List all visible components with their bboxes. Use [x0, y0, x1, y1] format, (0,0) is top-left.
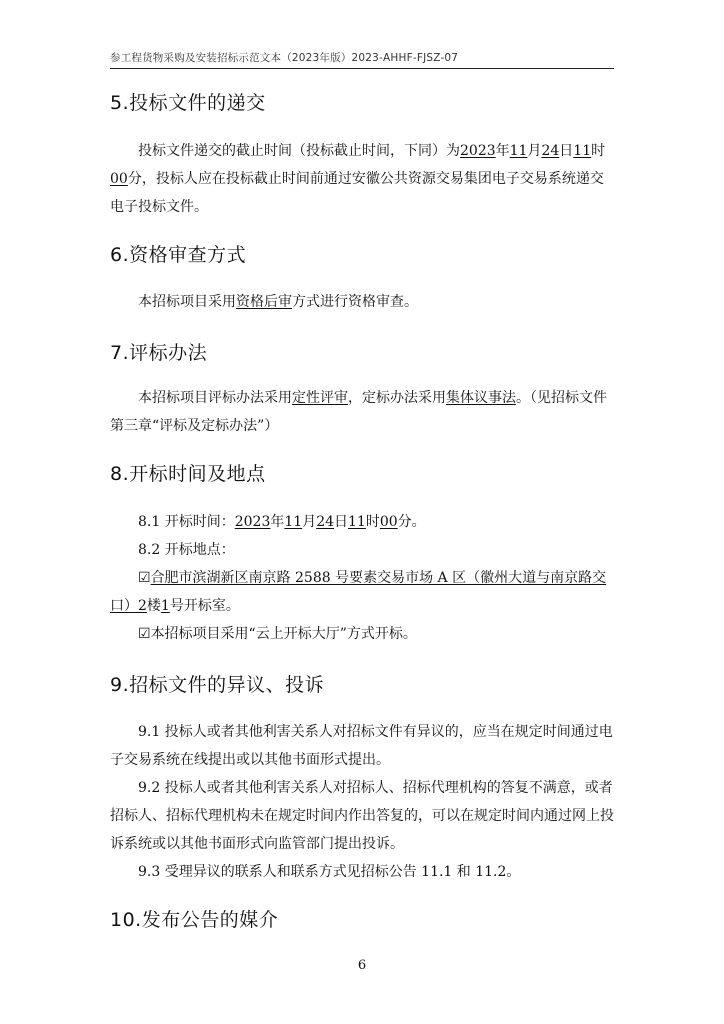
section-8-2: 8.2 开标地点： — [138, 542, 235, 558]
section-6-paragraph: 本招标项目采用资格后审方式进行资格审查。 — [138, 294, 418, 310]
section-7-title: 7.评标办法 — [110, 342, 208, 364]
section-5-paragraph: 投标文件递交的截止时间（投标截止时间，下同）为2023年11月24日11时00分，投标人应在投标截止时间前通过安徽公共资源交易集团电子交易系统递交电子投标文件。 — [110, 143, 606, 215]
section-8-place: ☑合肥市滨湖新区南京路 2588 号要素交易市场 A 区（徽州大道与南京路交口）2楼1号开标室。 — [110, 570, 607, 614]
section-5-title: 5.投标文件的递交 — [110, 92, 266, 114]
section-9-1: 9.1 投标人或者其他利害关系人对招标文件有异议的，应当在规定时间通过电子交易系统在线提出或以其他书面形式提出。 — [110, 724, 613, 768]
section-10-title: 10.发布公告的媒介 — [110, 909, 279, 931]
section-8-title: 8.开标时间及地点 — [110, 463, 266, 485]
checkbox-checked-icon: ☑ — [138, 626, 151, 642]
running-header: 参工程货物采购及安装招标示范文本（2023年版）2023-AHHF-FJSZ-07 — [110, 52, 459, 64]
header-rule — [110, 68, 614, 69]
section-8-cloud-opening: ☑本招标项目采用“云上开标大厅”方式开标。 — [138, 626, 417, 642]
section-7-paragraph: 本招标项目评标办法采用定性评审，定标办法采用集体议事法。（见招标文件第三章“评标及定标办法”） — [110, 390, 607, 434]
page-number: 6 — [357, 958, 367, 973]
section-9-title: 9.招标文件的异议、投诉 — [110, 674, 325, 696]
checkbox-checked-icon: ☑ — [138, 570, 151, 586]
section-9-3: 9.3 受理异议的联系人和联系方式见招标公告 11.1 和 11.2。 — [138, 864, 521, 880]
section-9-2: 9.2 投标人或者其他利害关系人对招标人、招标代理机构的答复不满意，或者招标人、招标代理机构未在规定时间内作出答复的，可以在规定时间内通过网上投诉系统或以其他书面形式向监管部门提出投诉。 — [110, 780, 614, 852]
section-6-title: 6.资格审查方式 — [110, 244, 247, 266]
section-8-1: 8.1 开标时间：2023年11月24日11时00分。 — [138, 514, 426, 530]
